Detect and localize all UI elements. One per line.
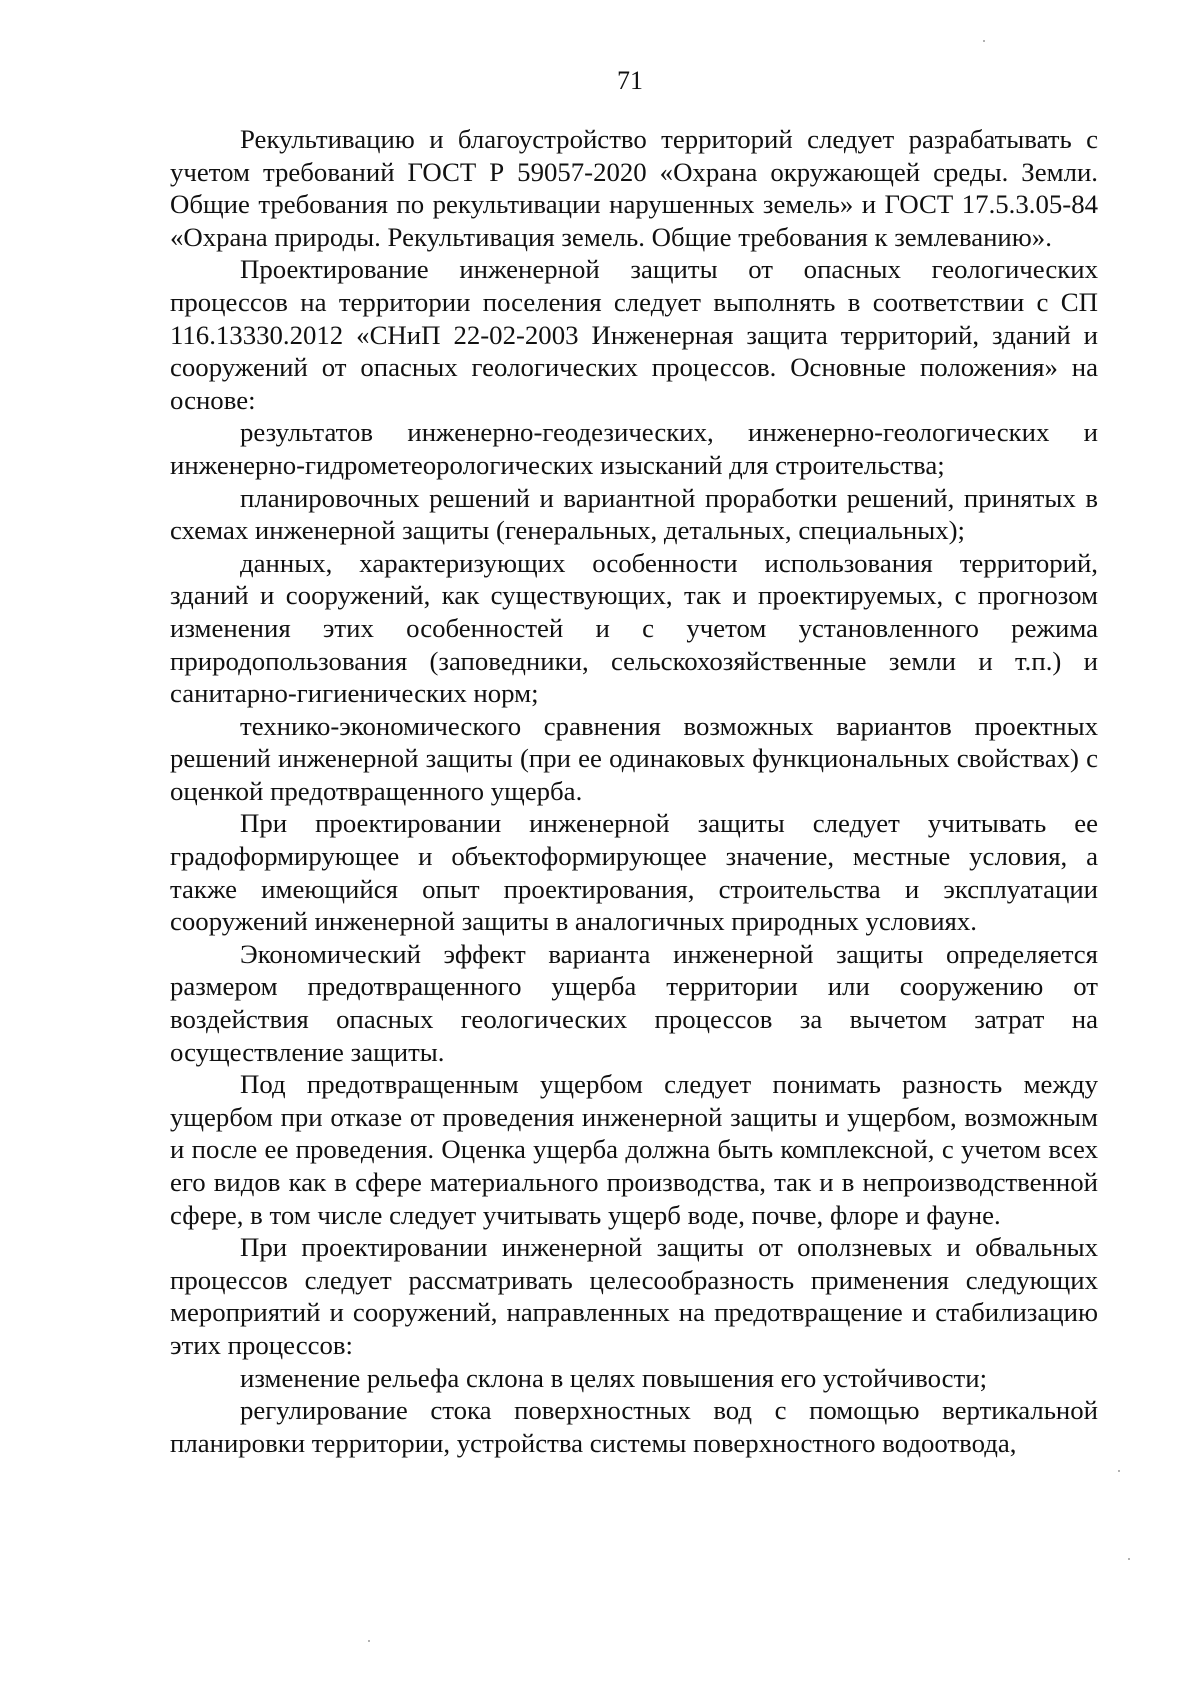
page-body xyxy=(170,123,1098,1459)
scan-speck xyxy=(368,1640,370,1642)
list-item-survey-results: результатов инженерно-геодезических, инженерно-геологических и инженерно-гидрометеорологических изысканий для строительства; xyxy=(170,417,1098,480)
page-number: 71 xyxy=(617,66,643,95)
list-item-economic-comparison: технико-экономического сравнения возможных вариантов проектных решений инженерной защиты (при ее одинаковых функциональных свойствах) с оценкой предотвращенного ущерба. xyxy=(170,710,1098,806)
paragraph-economic-effect: Экономический эффект варианта инженерной защиты определяется размером предотвращенного ущерба территории или сооружению от воздействия опасных геологических процессов за вычетом затрат на осуществление защиты. xyxy=(170,938,1098,1067)
paragraph-prevented-damage: Под предотвращенным ущербом следует понимать разность между ущербом при отказе от проведения инженерной защиты и ущербом, возможным и после ее проведения. Оценка ущерба должна быть комплексной, с учетом всех его видов как в сфере материального производства, так и в непроизводственной сфере, в том числе следует учитывать ущерб воде, почве, флоре и фауне. xyxy=(170,1069,1098,1230)
scan-speck xyxy=(983,40,985,42)
list-item-relief-change: изменение рельефа склона в целях повышения его устойчивости; xyxy=(240,1362,988,1393)
paragraph-landslide-protection: При проектировании инженерной защиты от оползневых и обвальных процессов следует рассматривать целесообразность применения следующих мероприятий и сооружений, направленных на предотвращение и стабилизацию этих процессов: xyxy=(170,1232,1098,1360)
scan-speck xyxy=(1128,1558,1130,1560)
list-item-planning-decisions: планировочных решений и вариантной проработки решений, принятых в схемах инженерной защиты (генеральных, детальных, специальных); xyxy=(170,482,1098,546)
paragraph-design-considerations: При проектировании инженерной защиты следует учитывать ее градоформирующее и объектоформирующее значение, местные условия, а также имеющийся опыт проектирования, строительства и эксплуатации сооружений инженерной защиты в аналогичных природных условиях. xyxy=(170,808,1098,937)
paragraph-engineering-protection: Проектирование инженерной защиты от опасных геологических процессов на территории поселения следует выполнять в соответствии с СП 116.13330.2012 «СНиП 22-02-2003 Инженерная защита территорий, зданий и сооружений от опасных геологических процессов. Основные положения» на основе: xyxy=(170,254,1098,415)
list-item-territory-usage-data: данных, характеризующих особенности использования территорий, зданий и сооружений, как существующих, так и проектируемых, с прогнозом изменения этих особенностей и с учетом установленного режима природопользования (заповедники, сельскохозяйственные земли и т.п.) и санитарно-гигиенических норм; xyxy=(170,547,1098,709)
scan-speck xyxy=(1118,1470,1120,1472)
paragraph-recultivation: Рекультивацию и благоустройство территорий следует разрабатывать с учетом требований ГОСТ Р 59057-2020 «Охрана окружающей среды. Земли. Общие требования по рекультивации нарушенных земель» и ГОСТ 17.5.3.05-84 «Охрана природы. Рекультивация земель. Общие требования к землеванию». xyxy=(170,124,1098,252)
list-item-runoff-regulation: регулирование стока поверхностных вод с помощью вертикальной планировки территории, устройства системы поверхностного водоотвода, xyxy=(170,1395,1098,1458)
